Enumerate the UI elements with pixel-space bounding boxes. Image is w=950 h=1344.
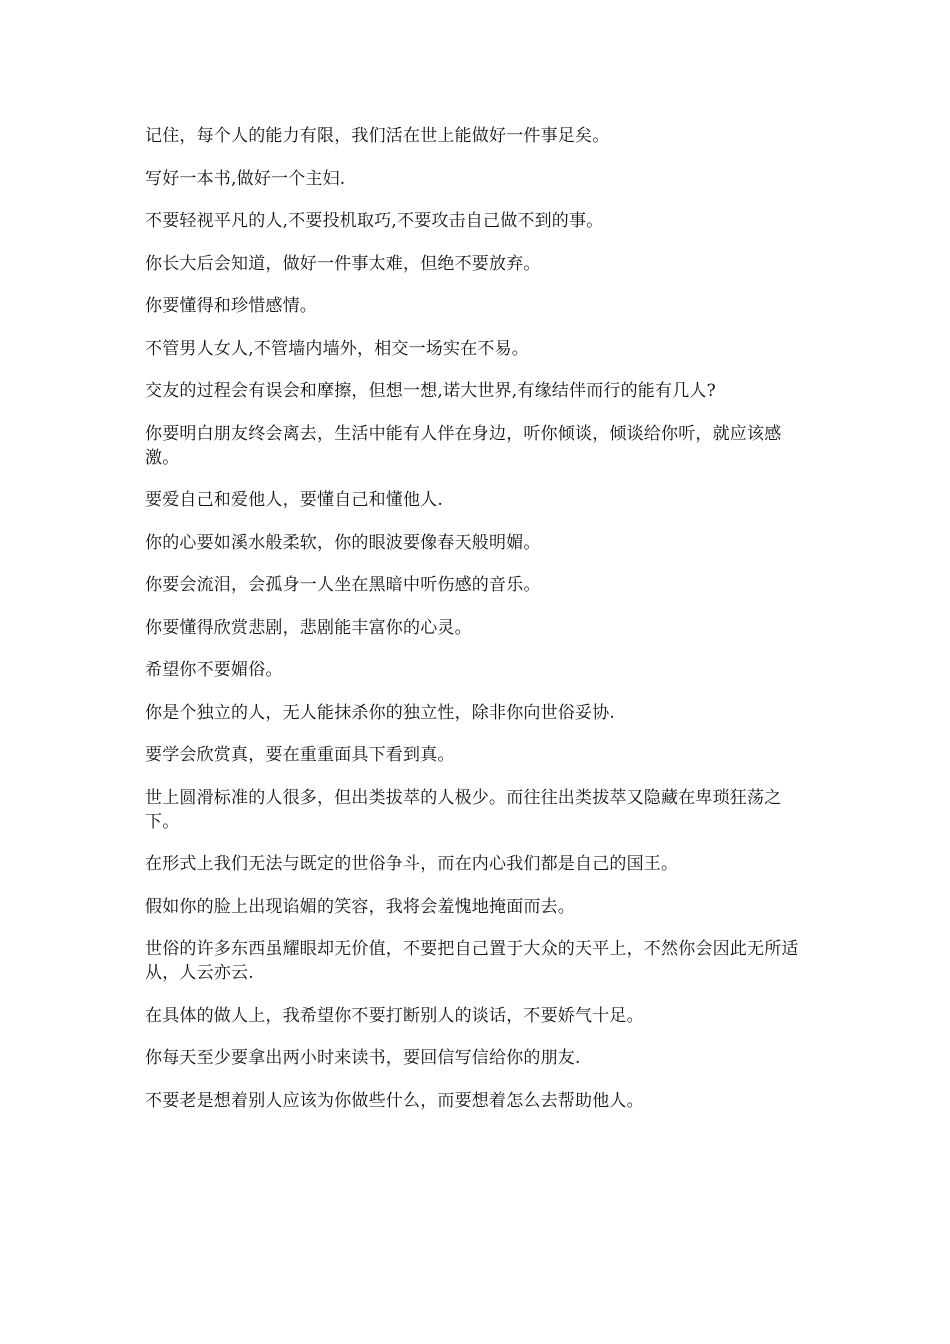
paragraph: 写好一本书,做好一个主妇.	[145, 168, 346, 189]
paragraph: 要学会欣赏真，要在重重面具下看到真。	[145, 745, 455, 765]
paragraph: 交友的过程会有误会和摩擦，但想一想,诺大世界,有缘结伴而行的能有几人?	[145, 381, 716, 401]
paragraph: 你的心要如溪水般柔软，你的眼波要像春天般明媚。	[145, 532, 541, 553]
paragraph: 要爱自己和爱他人，要懂自己和懂他人.	[145, 490, 444, 510]
paragraph: 你长大后会知道，做好一件事太难，但绝不要放弃。	[145, 253, 541, 274]
paragraph: 你要明白朋友终会离去，生活中能有人伴在身边，听你倾谈，倾谈给你听，就应该感激。	[145, 423, 782, 468]
paragraph: 不要老是想着别人应该为你做些什么，而要想着怎么去帮助他人。	[145, 1090, 644, 1111]
paragraph: 希望你不要媚俗。	[145, 660, 283, 680]
paragraph: 记住，每个人的能力有限，我们活在世上能做好一件事足矣。	[145, 126, 610, 146]
paragraph: 不要轻视平凡的人,不要投机取巧,不要攻击自己做不到的事。	[145, 211, 604, 231]
paragraph: 世俗的许多东西虽耀眼却无价值，不要把自己置于大众的天平上，不然你会因此无所适从，人云亦云.	[145, 939, 799, 983]
paragraph: 你要会流泪，会孤身一人坐在黑暗中听伤感的音乐。	[145, 575, 541, 595]
paragraph: 在具体的做人上，我希望你不要打断别人的谈话，不要娇气十足。	[145, 1005, 644, 1026]
paragraph: 不管男人女人,不管墙内墙外，相交一场实在不易。	[145, 338, 530, 359]
paragraph: 你是个独立的人，无人能抹杀你的独立性，除非你向世俗妥协.	[145, 702, 616, 723]
paragraph: 你要懂得欣赏悲剧，悲剧能丰富你的心灵。	[145, 617, 472, 638]
paragraph: 在形式上我们无法与既定的世俗争斗，而在内心我们都是自己的国王。	[145, 854, 679, 874]
paragraph: 假如你的脸上出现谄媚的笑容，我将会羞愧地掩面而去。	[145, 896, 575, 917]
document-body	[145, 124, 810, 1131]
paragraph: 世上圆滑标准的人很多，但出类拔萃的人极少。而往往出类拔萃又隐藏在卑琐狂荡之下。	[145, 787, 782, 832]
paragraph: 你每天至少要拿出两小时来读书，要回信写信给你的朋友.	[145, 1048, 581, 1068]
paragraph: 你要懂得和珍惜感情。	[145, 296, 317, 316]
